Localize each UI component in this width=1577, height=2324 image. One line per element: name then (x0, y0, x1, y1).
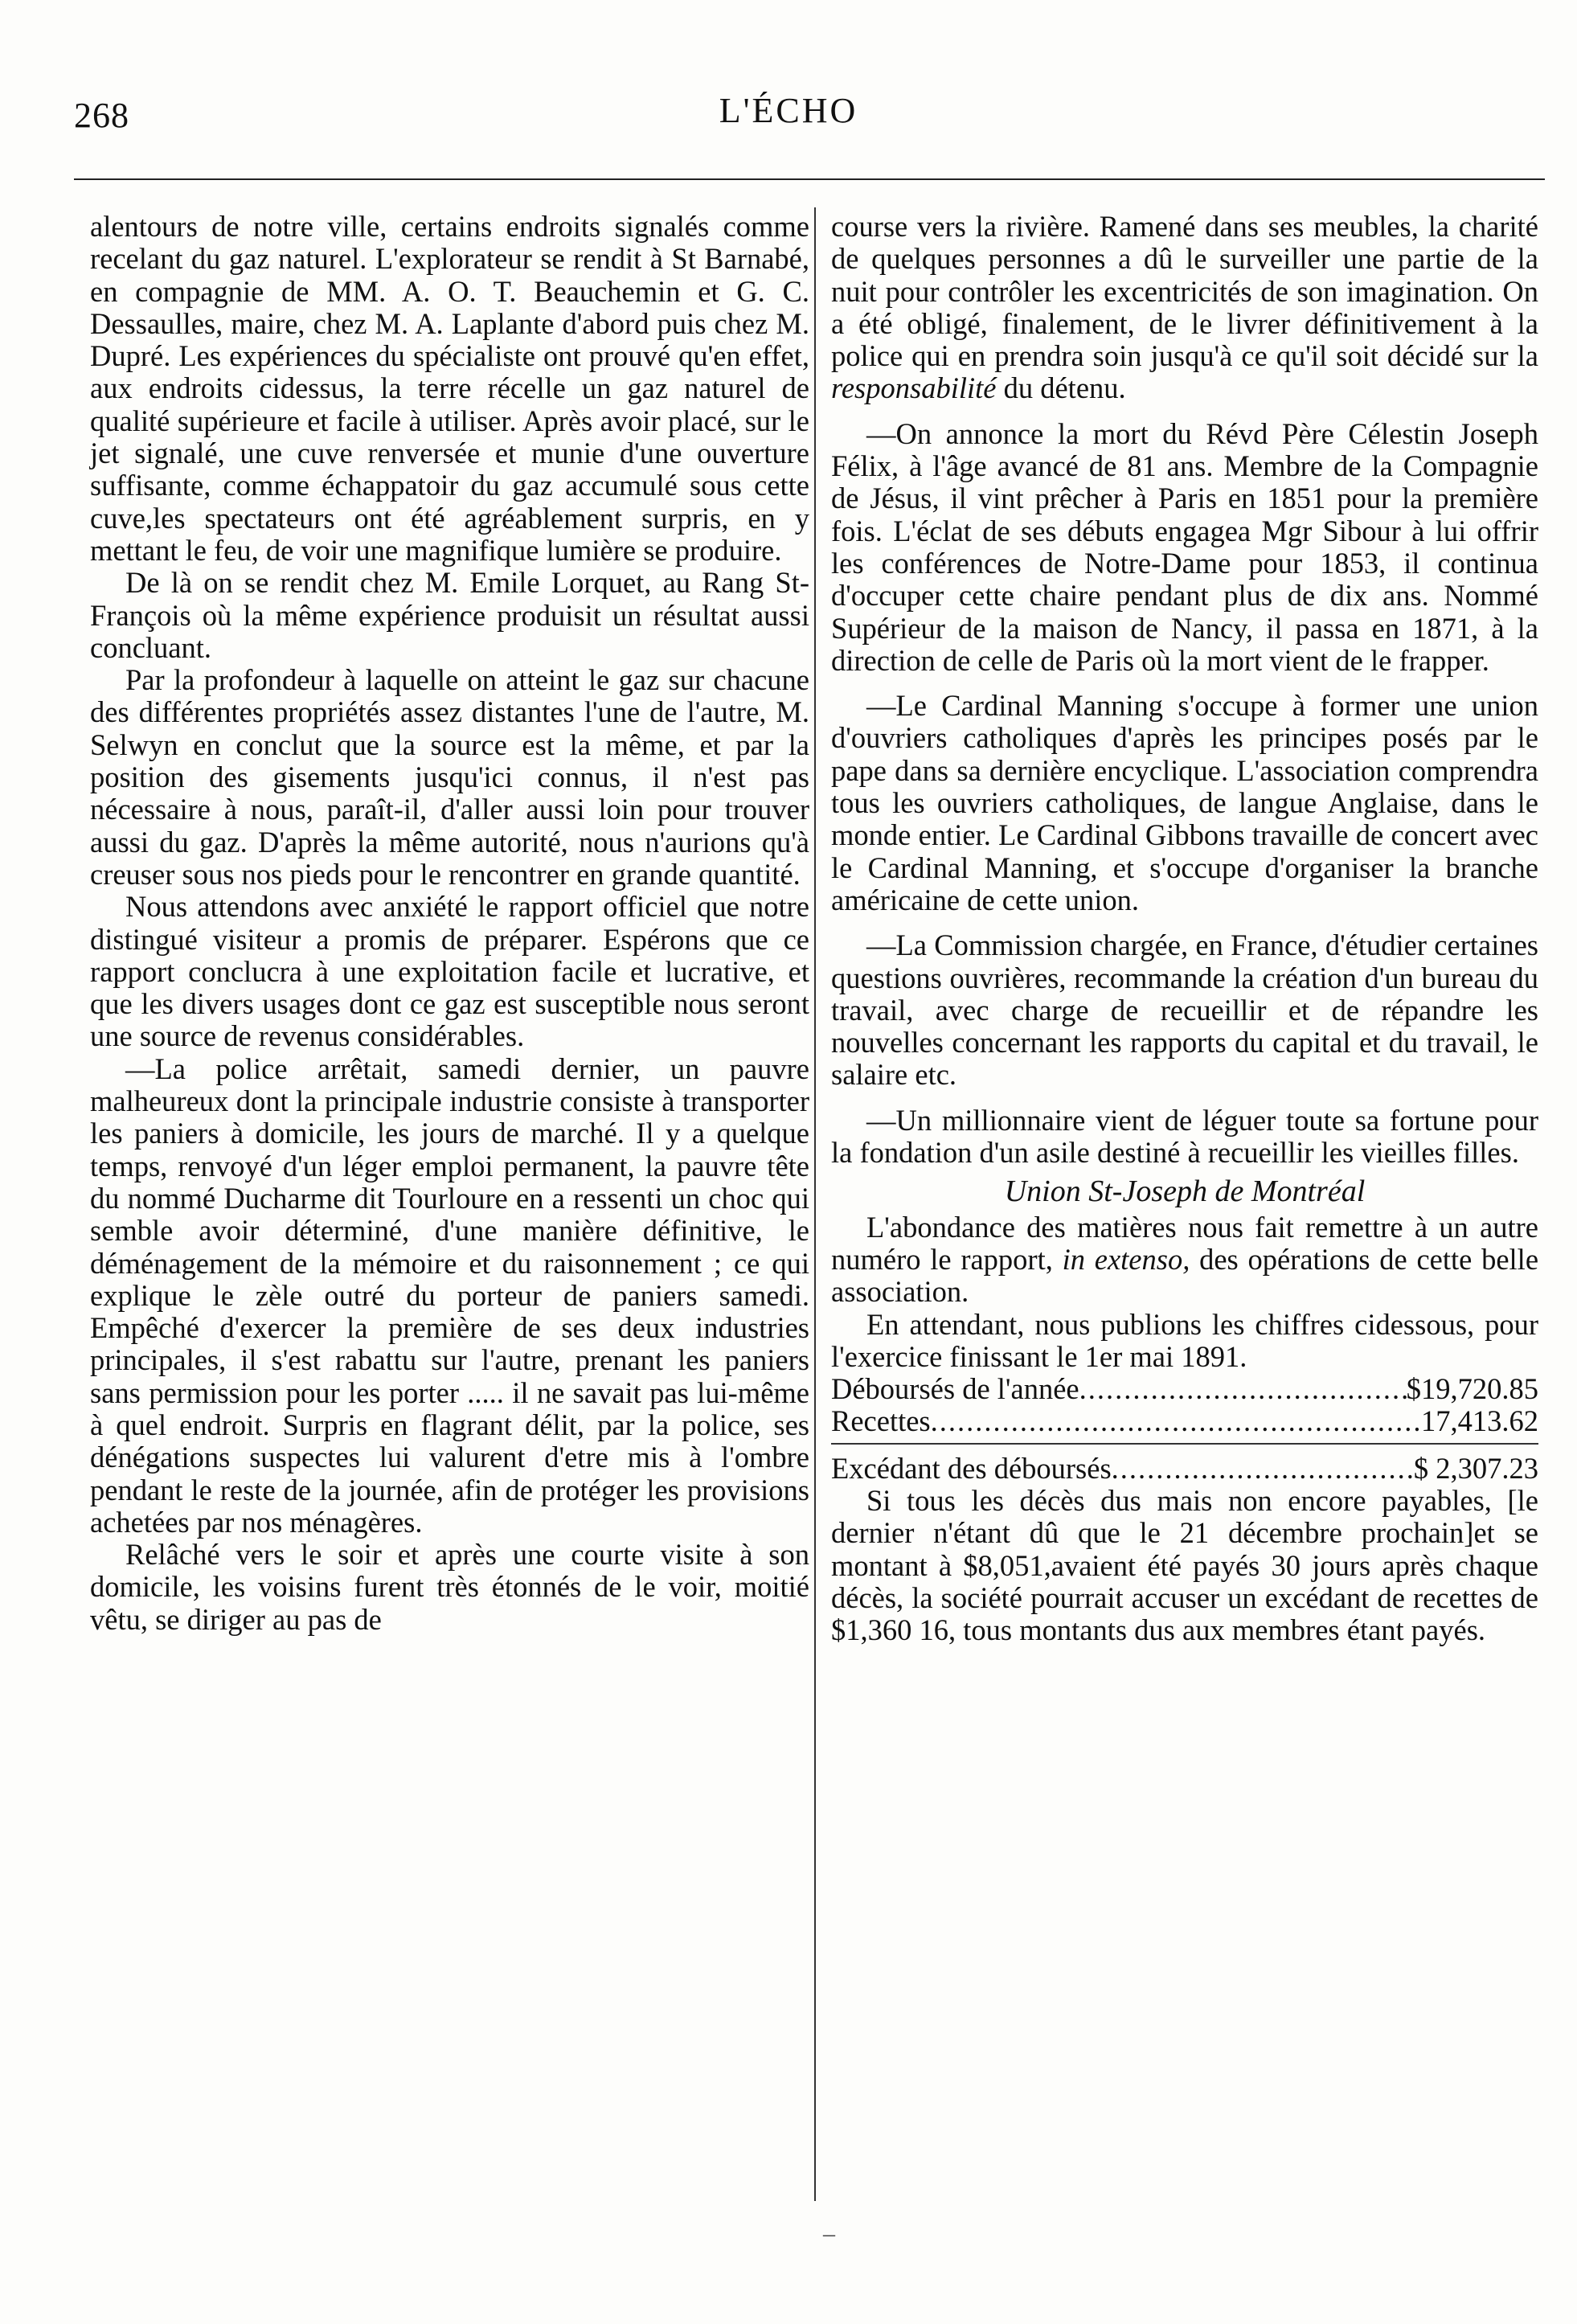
ledger-rule (831, 1443, 1538, 1445)
ledger-label: Recettes (831, 1404, 931, 1438)
leader-dots (1112, 1453, 1414, 1485)
ledger-amount: 17,413.62 (1421, 1404, 1538, 1438)
ledger-label: Déboursés de l'année (831, 1372, 1079, 1406)
left-column (90, 211, 809, 1636)
leader-dots (931, 1405, 1421, 1437)
ledger-label: Excédant des déboursés (831, 1451, 1112, 1485)
ledger-total-row (831, 1453, 1538, 1485)
article-paragraph: De là on se rendit chez M. Emile Lorquet, au Rang St-François où la même expérience produisit un résultat aussi concluant. (90, 566, 809, 664)
right-column (831, 211, 1538, 1646)
financial-ledger (831, 1373, 1538, 1485)
italic-term: responsabilité (831, 371, 997, 405)
paragraph-text: L'abondance des matières nous fait remettre à un autre numéro le rapport, (831, 1210, 1538, 1276)
running-title: L'ÉCHO (719, 91, 858, 130)
news-item-police: —La police arrêtait, samedi dernier, un pauvre malheureux dont la principale industrie consiste à transporter les paniers à domicile, les jours de marché. Il y a quelque temps, renvoyé d'un léger emploi permanent, la pauvre tête du nommé Ducharme dit Tourloure en a ressenti un choc qui semble avoir déterminé, d'une manière définitive, le déménagement de la mémoire et du raisonnement ; ce qui explique le zèle outré du porteur de paniers samedi. Empêché d'exercer la première de ses deux industries principales, il s'est rabattu sur l'autre, prenant les paniers sans permission pour les porter ..... il ne savait pas lui-même à quel endroit. Surpris en flagrant délit, par la police, ses dénégations suspectes lui valurent d'etre mis à l'ombre pendant le reste de la journée, afin de protéger les provisions achetées par nos ménagères. (90, 1051, 809, 1539)
footer-mark: – (823, 2220, 835, 2247)
news-item-obituary: —On annonce la mort du Révd Père Célestin Joseph Félix, à l'âge avancé de 81 ans. Membre de la Compagnie de Jésus, il vint prêcher à Paris en 1851 pour la première fois. L'éclat de ses débuts engagea Mgr Sibour à lui offrir les conférences de Notre-Dame pour 1853, il continua d'occuper cette chaire pendant plus de dix ans. Nommé Supérieur de la maison de Nancy, il passa en 1871, à la direction de celle de Paris où la mort vient de le frapper. (831, 416, 1538, 677)
article-paragraph: Par la profondeur à laquelle on atteint le gaz sur chacune des différentes propriétés assez distantes l'une de l'autre, M. Selwyn en conclut que la source est la même, et par la position des gisements jusqu'ici connus, il n'est pas nécessaire à nous, paraît-il, d'aller aussi loin pour trouver aussi du gaz. D'après la même autorité, nous n'aurions qu'à creuser sous nos pieds pour le rencontrer en grande quantité. (90, 663, 809, 891)
news-item-commission: —La Commission chargée, en France, d'étudier certaines questions ouvrières, recommande la création d'un bureau du travail, avec charge de recueillir et de répandre les nouvelles concernant les rapports du capital et du travail, le salaire etc. (831, 928, 1538, 1092)
article-paragraph (831, 1211, 1538, 1309)
page-number: 268 (74, 96, 129, 135)
leader-dots (1079, 1373, 1407, 1405)
italic-term: in extenso, (1062, 1242, 1190, 1276)
article-paragraph: Si tous les décès dus mais non encore payables, [le dernier n'étant dû que le 21 décembre prochain]et se montant à $8,051,avaient été payés 30 jours après chaque décès, la société pourrait accuser un excédant de recettes de $1,360 16, tous montants dus aux membres étant payés. (831, 1483, 1538, 1647)
news-item-cardinal: —Le Cardinal Manning s'occupe à former une union d'ouvriers catholiques d'après les principes posés par le pape dans sa dernière encyclique. L'association comprendra tous les ouvriers catholiques, de langue Anglaise, dans le monde entier. Le Cardinal Gibbons travaille de concert avec le Cardinal Manning, et s'occupe d'organiser la branche américaine de cette union. (831, 689, 1538, 916)
article-paragraph: Nous attendons avec anxiété le rapport officiel que notre distingué visiteur a promis de préparer. Espérons que ce rapport conclucra à une exploitation facile et lucrative, et que les divers usages dont ce gaz est susceptible nous seront une source de revenus considérables. (90, 890, 809, 1053)
section-heading: Union St-Joseph de Montréal (1004, 1174, 1366, 1209)
page-header (0, 0, 1577, 185)
article-paragraph (831, 211, 1538, 405)
header-rule (74, 178, 1545, 180)
paragraph-text: course vers la rivière. Ramené dans ses meubles, la charité de quelques personnes a dû le surveiller une partie de la nuit pour contrôler les excentricités de son imagination. On a été obligé, finalement, de le livrer définitivement à la police qui en prendra soin jusqu'à ce qu'il soit décidé sur la (831, 210, 1538, 373)
article-paragraph: alentours de notre ville, certains endroits signalés comme recelant du gaz naturel. L'explorateur se rendit à St Barnabé, en compagnie de MM. A. O. T. Beauchemin et G. C. Dessaulles, maire, chez M. A. Laplante d'abord puis chez M. Dupré. Les expériences du spécialiste ont prouvé qu'en effet, aux endroits cidessus, la terre récelle un gaz naturel de qualité supérieure et facile à utiliser. Après avoir placé, sur le jet signalé, une cuve renversée et munie d'une ouverture suffisante, comme échappatoir du gaz accumulé sous cette cuve,les spectateurs ont été agréablement surpris, en y mettant le feu, de voir une magnifique lumière se produire. (90, 210, 809, 567)
paragraph-text: des opérations de cette belle association. (831, 1242, 1539, 1309)
ledger-row (831, 1405, 1538, 1437)
ledger-amount: $ 2,307.23 (1413, 1451, 1538, 1485)
ledger-row (831, 1373, 1538, 1405)
article-paragraph: Relâché vers le soir et après une courte visite à son domicile, les voisins furent très étonnés de le voir, moitié vêtu, se diriger au pas de (90, 1538, 809, 1636)
paragraph-text: du détenu. (1003, 371, 1126, 405)
ledger-amount: $19,720.85 (1406, 1372, 1538, 1406)
column-divider (814, 207, 816, 2201)
article-paragraph: En attendant, nous publions les chiffres cidessous, pour l'exercice finissant le 1er mai 1891. (831, 1307, 1538, 1373)
news-item-millionaire: —Un millionnaire vient de léguer toute sa fortune pour la fondation d'un asile destiné à recueillir les vieilles filles. (831, 1103, 1538, 1170)
